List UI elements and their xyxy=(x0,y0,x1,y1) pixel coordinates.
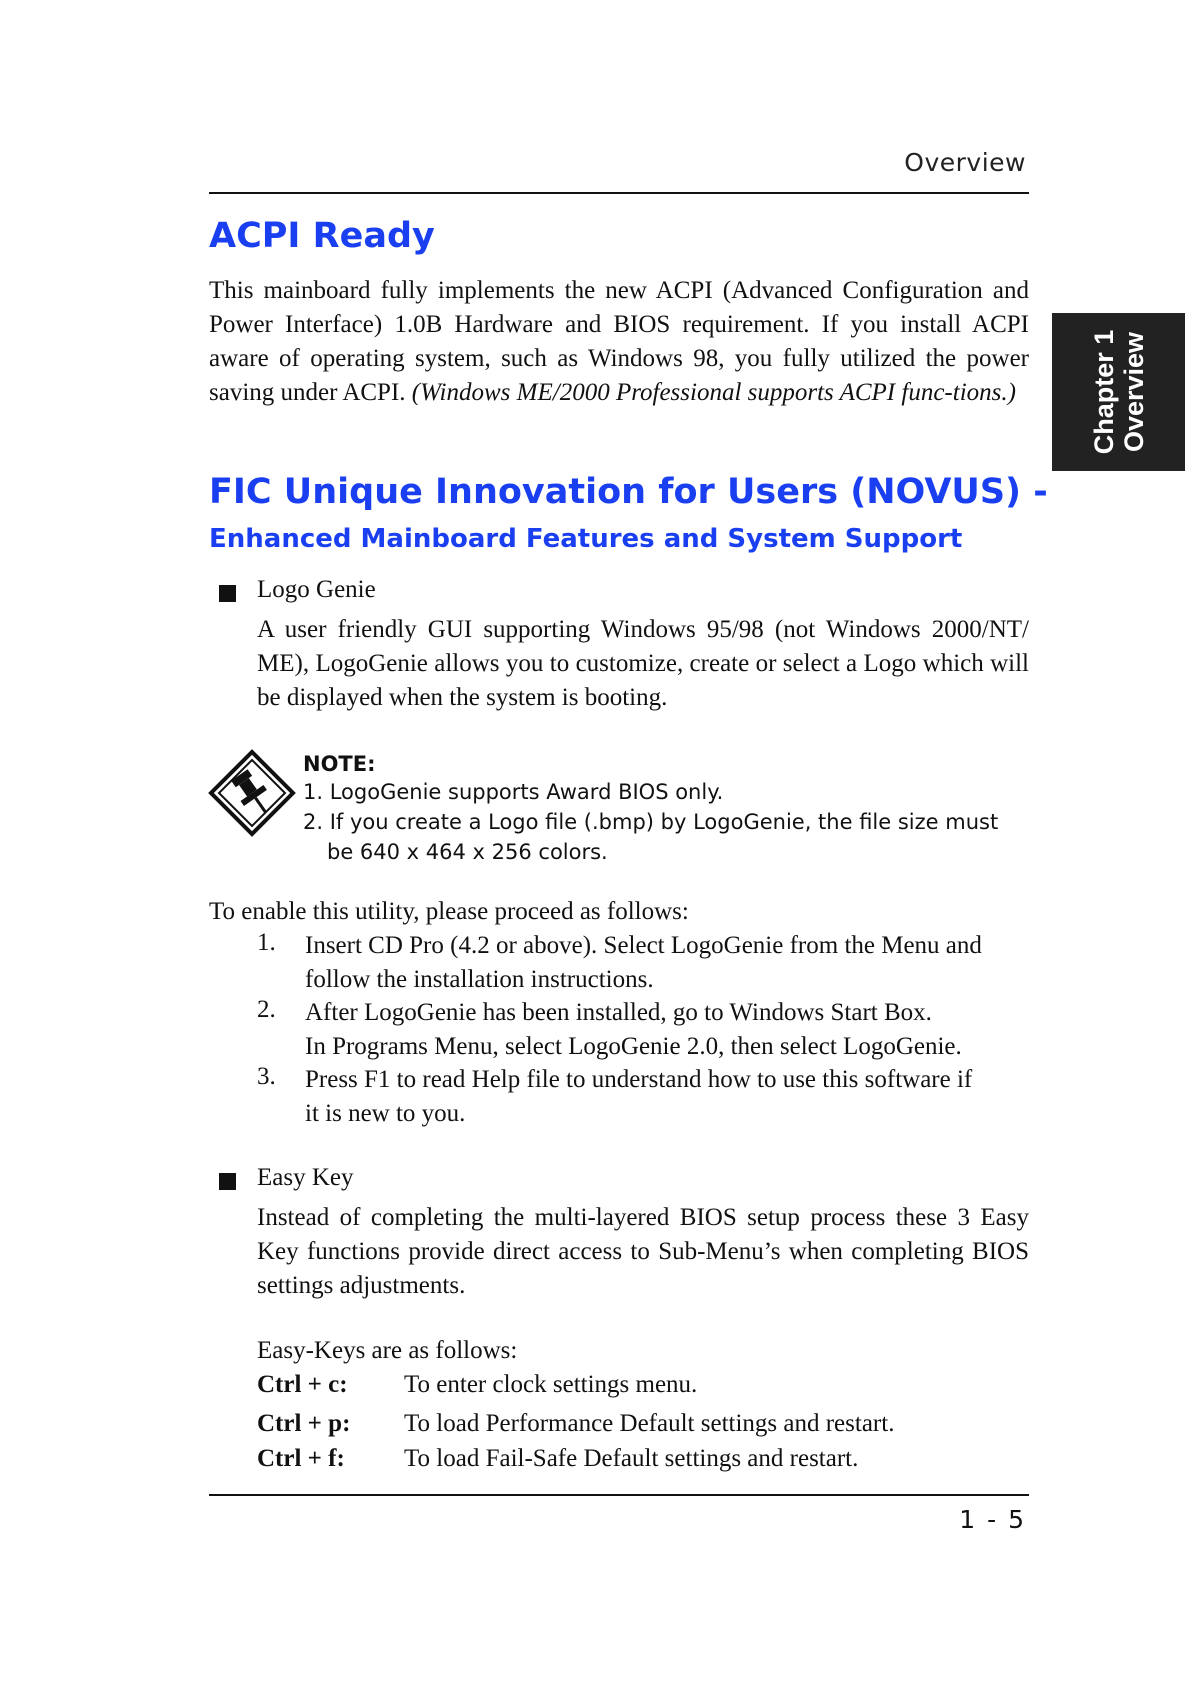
step-line: After LogoGenie has been installed, go to Windows Start Box. xyxy=(305,999,932,1026)
novus-heading-block xyxy=(209,472,1048,512)
key-combo: Ctrl + c: xyxy=(257,1371,348,1398)
easy-key-description: Instead of completing the multi-layered BIOS setup process these 3 Easy Key functions provide direct access to Sub-Menu’s when completing BIOS settings adjustments. xyxy=(257,1204,1029,1299)
key-description: To load Performance Default settings and restart. xyxy=(404,1410,895,1437)
key-combo: Ctrl + f: xyxy=(257,1445,345,1472)
easy-key-title: Easy Key xyxy=(257,1164,354,1191)
easy-key-intro: Easy-Keys are as follows: xyxy=(257,1337,518,1364)
header-rule xyxy=(209,192,1029,194)
running-header: Overview xyxy=(904,148,1026,177)
novus-subheading: Enhanced Mainboard Features and System Support xyxy=(209,524,963,554)
step-number: 1. xyxy=(257,929,276,956)
footer-rule xyxy=(209,1494,1029,1496)
acpi-body xyxy=(209,274,1029,410)
step-text xyxy=(305,929,982,997)
note-line-2: 2. If you create a Logo file (.bmp) by LogoGenie, the file size must xyxy=(303,810,999,834)
step-line: Press F1 to read Help file to understand how to use this software if xyxy=(305,1066,973,1093)
key-combo: Ctrl + p: xyxy=(257,1410,351,1437)
chapter-tab-title: Overview xyxy=(1118,331,1149,453)
novus-subheading-block xyxy=(209,524,962,554)
logo-genie-title: Logo Genie xyxy=(257,576,376,603)
step-line: follow the installation instructions. xyxy=(305,966,654,993)
step-text xyxy=(305,996,962,1064)
page-number: 1 - 5 xyxy=(959,1505,1026,1534)
chapter-tab-number: Chapter 1 xyxy=(1088,329,1119,455)
acpi-section xyxy=(209,216,435,256)
acpi-body-italic: (Windows ME/2000 Professional supports ACPI func-tions.) xyxy=(411,379,1016,406)
note-label: NOTE: xyxy=(303,752,376,776)
novus-heading: FIC Unique Innovation for Users (NOVUS) - xyxy=(209,472,1048,512)
procedure-intro: To enable this utility, please proceed as follows: xyxy=(209,898,689,925)
step-line: Insert CD Pro (4.2 or above). Select LogoGenie from the Menu and xyxy=(305,932,982,959)
step-line: In Programs Menu, select LogoGenie 2.0, then select LogoGenie. xyxy=(305,1033,962,1060)
chapter-tab xyxy=(1052,313,1185,471)
key-description: To enter clock settings menu. xyxy=(404,1371,698,1398)
logo-genie-description: A user friendly GUI supporting Windows 95/98 (not Windows 2000/NT/ ME), LogoGenie allows you to customize, create or select a Logo which will be displayed when the system is booting. xyxy=(257,616,1029,711)
step-number: 3. xyxy=(257,1063,276,1090)
step-line: it is new to you. xyxy=(305,1100,466,1127)
bullet-square-icon xyxy=(219,1173,236,1190)
bullet-square-icon xyxy=(219,585,236,602)
note-line-1: 1. LogoGenie supports Award BIOS only. xyxy=(303,780,724,804)
pushpin-note-icon xyxy=(207,748,297,838)
step-number: 2. xyxy=(257,996,276,1023)
step-text xyxy=(305,1063,972,1131)
note-line-3: be 640 x 464 x 256 colors. xyxy=(327,840,608,864)
acpi-heading: ACPI Ready xyxy=(209,216,435,256)
key-description: To load Fail-Safe Default settings and restart. xyxy=(404,1445,859,1472)
acpi-body-text: This mainboard fully implements the new ACPI (Advanced Configuration and Power Interface) 1.0B Hardware and BIOS requirement. If you install ACPI aware of operating system, such as Windows 98, you fully utilized the power saving under ACPI. xyxy=(209,277,1029,406)
